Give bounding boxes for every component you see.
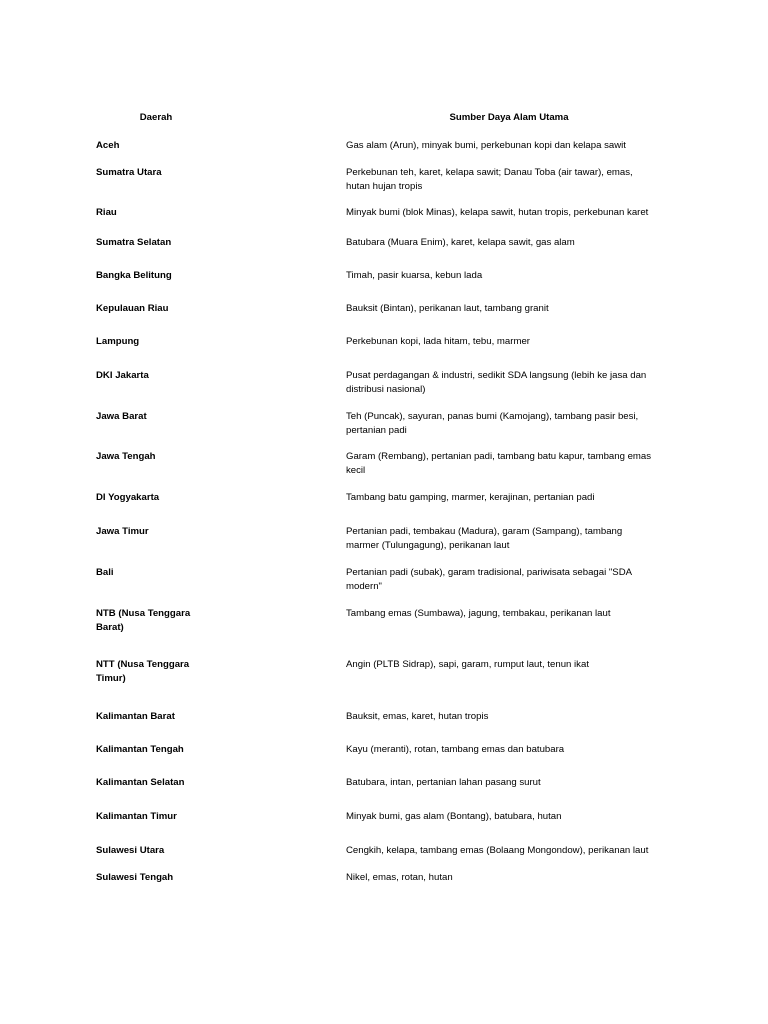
row-resource: Tambang emas (Sumbawa), jagung, tembakau, perikanan laut xyxy=(346,608,611,619)
row-region: DI Yogyakarta xyxy=(96,492,160,503)
row-region: Jawa Timur xyxy=(96,526,149,537)
row-resource: Perkebunan teh, karet, kelapa sawit; Danau Toba (air tawar), emas, hutan hujan tropis xyxy=(346,167,633,192)
row-region: Sulawesi Tengah xyxy=(96,872,174,883)
row-region: Kalimantan Selatan xyxy=(96,777,185,788)
row-region: Sulawesi Utara xyxy=(96,845,165,856)
row-resource: Tambang batu gamping, marmer, kerajinan, pertanian padi xyxy=(346,492,595,503)
row-resource: Batubara (Muara Enim), karet, kelapa sawit, gas alam xyxy=(346,237,575,248)
row-resource: Pusat perdagangan & industri, sedikit SDA langsung (lebih ke jasa dan distribusi nasional) xyxy=(346,370,647,395)
row-resource: Minyak bumi, gas alam (Bontang), batubara, hutan xyxy=(346,811,562,822)
row-region: Jawa Barat xyxy=(96,411,147,422)
row-resource: Cengkih, kelapa, tambang emas (Bolaang Mongondow), perikanan laut xyxy=(346,845,649,856)
header-region: Daerah xyxy=(139,112,173,123)
row-resource: Batubara, intan, pertanian lahan pasang surut xyxy=(346,777,541,788)
row-region: Sumatra Selatan xyxy=(96,237,172,248)
row-region: Bangka Belitung xyxy=(96,270,172,281)
row-resource: Kayu (meranti), rotan, tambang emas dan batubara xyxy=(346,744,565,755)
row-region: Jawa Tengah xyxy=(96,451,156,462)
row-region: Kalimantan Timur xyxy=(96,811,177,822)
row-region: Lampung xyxy=(96,336,140,347)
row-region: Aceh xyxy=(96,140,120,151)
row-region: Kepulauan Riau xyxy=(96,303,169,314)
row-resource: Perkebunan kopi, lada hitam, tebu, marmer xyxy=(346,336,530,347)
row-resource: Gas alam (Arun), minyak bumi, perkebunan kopi dan kelapa sawit xyxy=(346,140,626,151)
row-resource: Bauksit, emas, karet, hutan tropis xyxy=(346,711,489,722)
row-region: NTT (Nusa Tenggara Timur) xyxy=(96,659,190,684)
row-resource: Minyak bumi (blok Minas), kelapa sawit, hutan tropis, perkebunan karet xyxy=(346,207,649,218)
row-region: Kalimantan Tengah xyxy=(96,744,184,755)
row-resource: Angin (PLTB Sidrap), sapi, garam, rumput laut, tenun ikat xyxy=(346,659,589,670)
row-resource: Timah, pasir kuarsa, kebun lada xyxy=(346,270,483,281)
row-region: DKI Jakarta xyxy=(96,370,149,381)
row-region: Bali xyxy=(96,567,114,578)
header-resource: Sumber Daya Alam Utama xyxy=(449,112,569,123)
row-region: Kalimantan Barat xyxy=(96,711,175,722)
row-resource: Teh (Puncak), sayuran, panas bumi (Kamojang), tambang pasir besi, pertanian padi xyxy=(346,411,639,436)
row-region: NTB (Nusa Tenggara Barat) xyxy=(96,608,191,633)
row-region: Sumatra Utara xyxy=(96,167,162,178)
row-resource: Garam (Rembang), pertanian padi, tambang batu kapur, tambang emas kecil xyxy=(346,451,652,476)
row-resource: Nikel, emas, rotan, hutan xyxy=(346,872,453,883)
row-region: Riau xyxy=(96,207,117,218)
row-resource: Pertanian padi, tembakau (Madura), garam (Sampang), tambang marmer (Tulungagung), perikanan laut xyxy=(346,526,623,551)
row-resource: Bauksit (Bintan), perikanan laut, tambang granit xyxy=(346,303,549,314)
row-resource: Pertanian padi (subak), garam tradisional, pariwisata sebagai "SDA modern" xyxy=(346,567,633,592)
